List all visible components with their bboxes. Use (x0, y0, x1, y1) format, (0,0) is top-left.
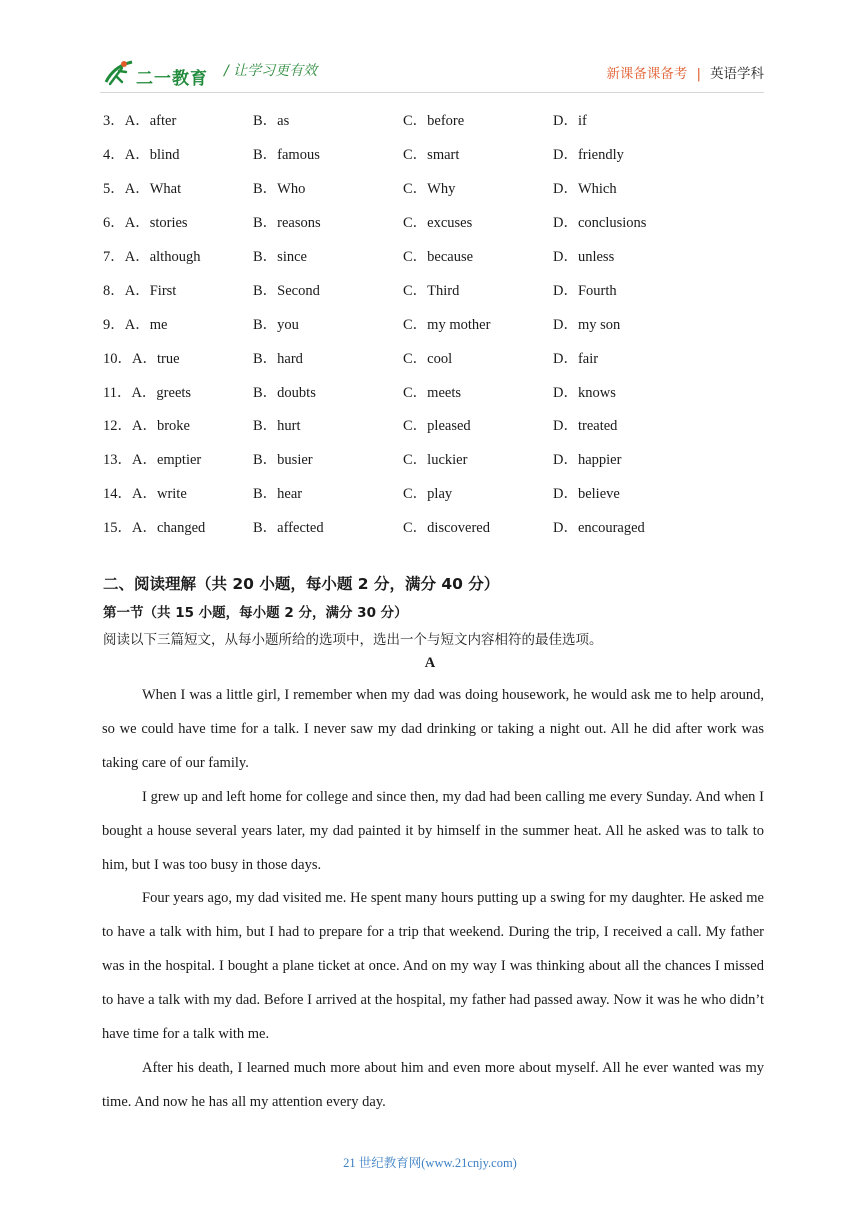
option-c: C．discovered (403, 520, 490, 537)
option-row (103, 205, 763, 239)
option-d: D．Fourth (553, 282, 617, 299)
option-c: C．Why (403, 181, 456, 198)
option-b: B．hear (253, 486, 303, 503)
option-b: B．you (253, 316, 299, 333)
option-a: 10．A．true (103, 350, 180, 367)
option-b: B．reasons (253, 215, 321, 232)
header-divider (100, 92, 764, 93)
option-b: B．busier (253, 452, 313, 469)
option-row (103, 374, 763, 408)
option-d: D．Which (553, 181, 617, 198)
option-d: D．happier (553, 452, 622, 469)
option-c: C．cool (403, 350, 453, 367)
passage-heading: A (424, 655, 436, 671)
option-d: D．believe (553, 486, 620, 503)
instruction-text: 阅读以下三篇短文，从每小题所给的选项中，选出一个与短文内容相符的最佳选项。 (103, 632, 603, 648)
subject-name: 英语学科 (710, 66, 764, 82)
option-d: D．treated (553, 418, 618, 435)
option-row (103, 137, 763, 171)
option-row (103, 442, 763, 476)
option-c: C．luckier (403, 452, 468, 469)
option-a: 9．A．me (103, 316, 168, 333)
option-row (103, 171, 763, 205)
option-a: 7．A．although (103, 249, 201, 265)
option-b: B．hard (253, 350, 303, 367)
page-header (100, 52, 764, 92)
passage-paragraph: When I was a little girl, I remember when my dad was doing housework, he would ask me to help around, so we could have time for a talk. I never saw my dad drinking or taking a night out. All he did after work was taking care of our family. (102, 687, 764, 771)
page-footer: 21 世纪教育网(www.21cnjy.com) (343, 1156, 517, 1170)
option-row (103, 103, 763, 137)
option-b: B．doubts (253, 384, 316, 401)
option-a: 13．A．emptier (103, 452, 202, 469)
option-b: B．affected (253, 520, 324, 537)
option-c: C．pleased (403, 418, 471, 435)
header-separator: | (696, 66, 701, 82)
option-c: C．before (403, 113, 465, 130)
cloze-options (103, 103, 763, 544)
option-c: C．smart (403, 147, 460, 164)
option-b: B．Second (253, 282, 320, 299)
course-label: 新课备课备考 (606, 66, 688, 82)
option-c: C．meets (403, 384, 461, 401)
option-b: B．since (253, 249, 307, 265)
option-b: B．famous (253, 147, 320, 164)
option-a: 14．A．write (103, 486, 187, 503)
logo-text: 二一教育 (136, 69, 208, 89)
option-d: D．if (553, 113, 587, 130)
option-a: 6．A．stories (103, 215, 188, 232)
reading-passage (102, 679, 764, 1120)
option-a: 3．A．after (103, 113, 177, 130)
passage-paragraph: After his death, I learned much more about him and even more about myself. All he ever wanted was my time. And now he has all my attention every day. (102, 1059, 764, 1110)
option-c: C．Third (403, 282, 460, 299)
option-row (103, 306, 763, 340)
option-a: 12．A．broke (103, 418, 190, 435)
option-row (103, 408, 763, 442)
option-a: 5．A．What (103, 181, 182, 198)
option-d: D．fair (553, 350, 599, 367)
option-b: B．hurt (253, 418, 301, 435)
logo (102, 56, 214, 90)
option-c: C．play (403, 486, 453, 503)
option-row (103, 272, 763, 306)
option-c: C．because (403, 249, 474, 265)
option-a: 15．A．changed (103, 520, 206, 537)
part-title: 第一节（共 15 小题，每小题 2 分，满分 30 分） (103, 605, 408, 621)
option-c: C．excuses (403, 215, 473, 232)
option-d: D．friendly (553, 147, 624, 164)
section-title: 二、阅读理解（共 20 小题，每小题 2 分，满分 40 分） (103, 575, 500, 593)
option-b: B．as (253, 113, 290, 130)
passage-paragraph: Four years ago, my dad visited me. He spent many hours putting up a swing for my daughter. He asked me to have a talk with him, but I had to prepare for a trip that weekend. During the trip, I received a call. My father was in the hospital. I bought a plane ticket at once. And on my way I was thinking about all the chances I missed to have a talk with my dad. Before I arrived at the hospital, my father had passed away. Now it was he who didn’t have time for a talk with me. (102, 890, 764, 1043)
option-row (103, 239, 763, 273)
passage-paragraph: I grew up and left home for college and since then, my dad had been calling me every Sunday. And when I bought a house several years later, my dad painted it by himself in the summer heat. All he asked was to talk to him, but I was too busy in those days. (102, 788, 764, 873)
option-d: D．conclusions (553, 215, 647, 232)
option-c: C．my mother (403, 316, 491, 333)
option-d: D．unless (553, 249, 615, 265)
runner-icon (102, 56, 136, 90)
option-b: B．Who (253, 181, 306, 198)
option-d: D．my son (553, 316, 621, 333)
option-row (103, 340, 763, 374)
slogan: / 让学习更有效 (224, 63, 318, 79)
subject-label (606, 62, 764, 82)
option-row (103, 510, 763, 544)
option-a: 11．A．greets (103, 384, 192, 401)
option-d: D．knows (553, 384, 616, 401)
option-a: 8．A．First (103, 282, 177, 299)
option-row (103, 476, 763, 510)
option-d: D．encouraged (553, 520, 645, 537)
option-a: 4．A．blind (103, 147, 180, 164)
